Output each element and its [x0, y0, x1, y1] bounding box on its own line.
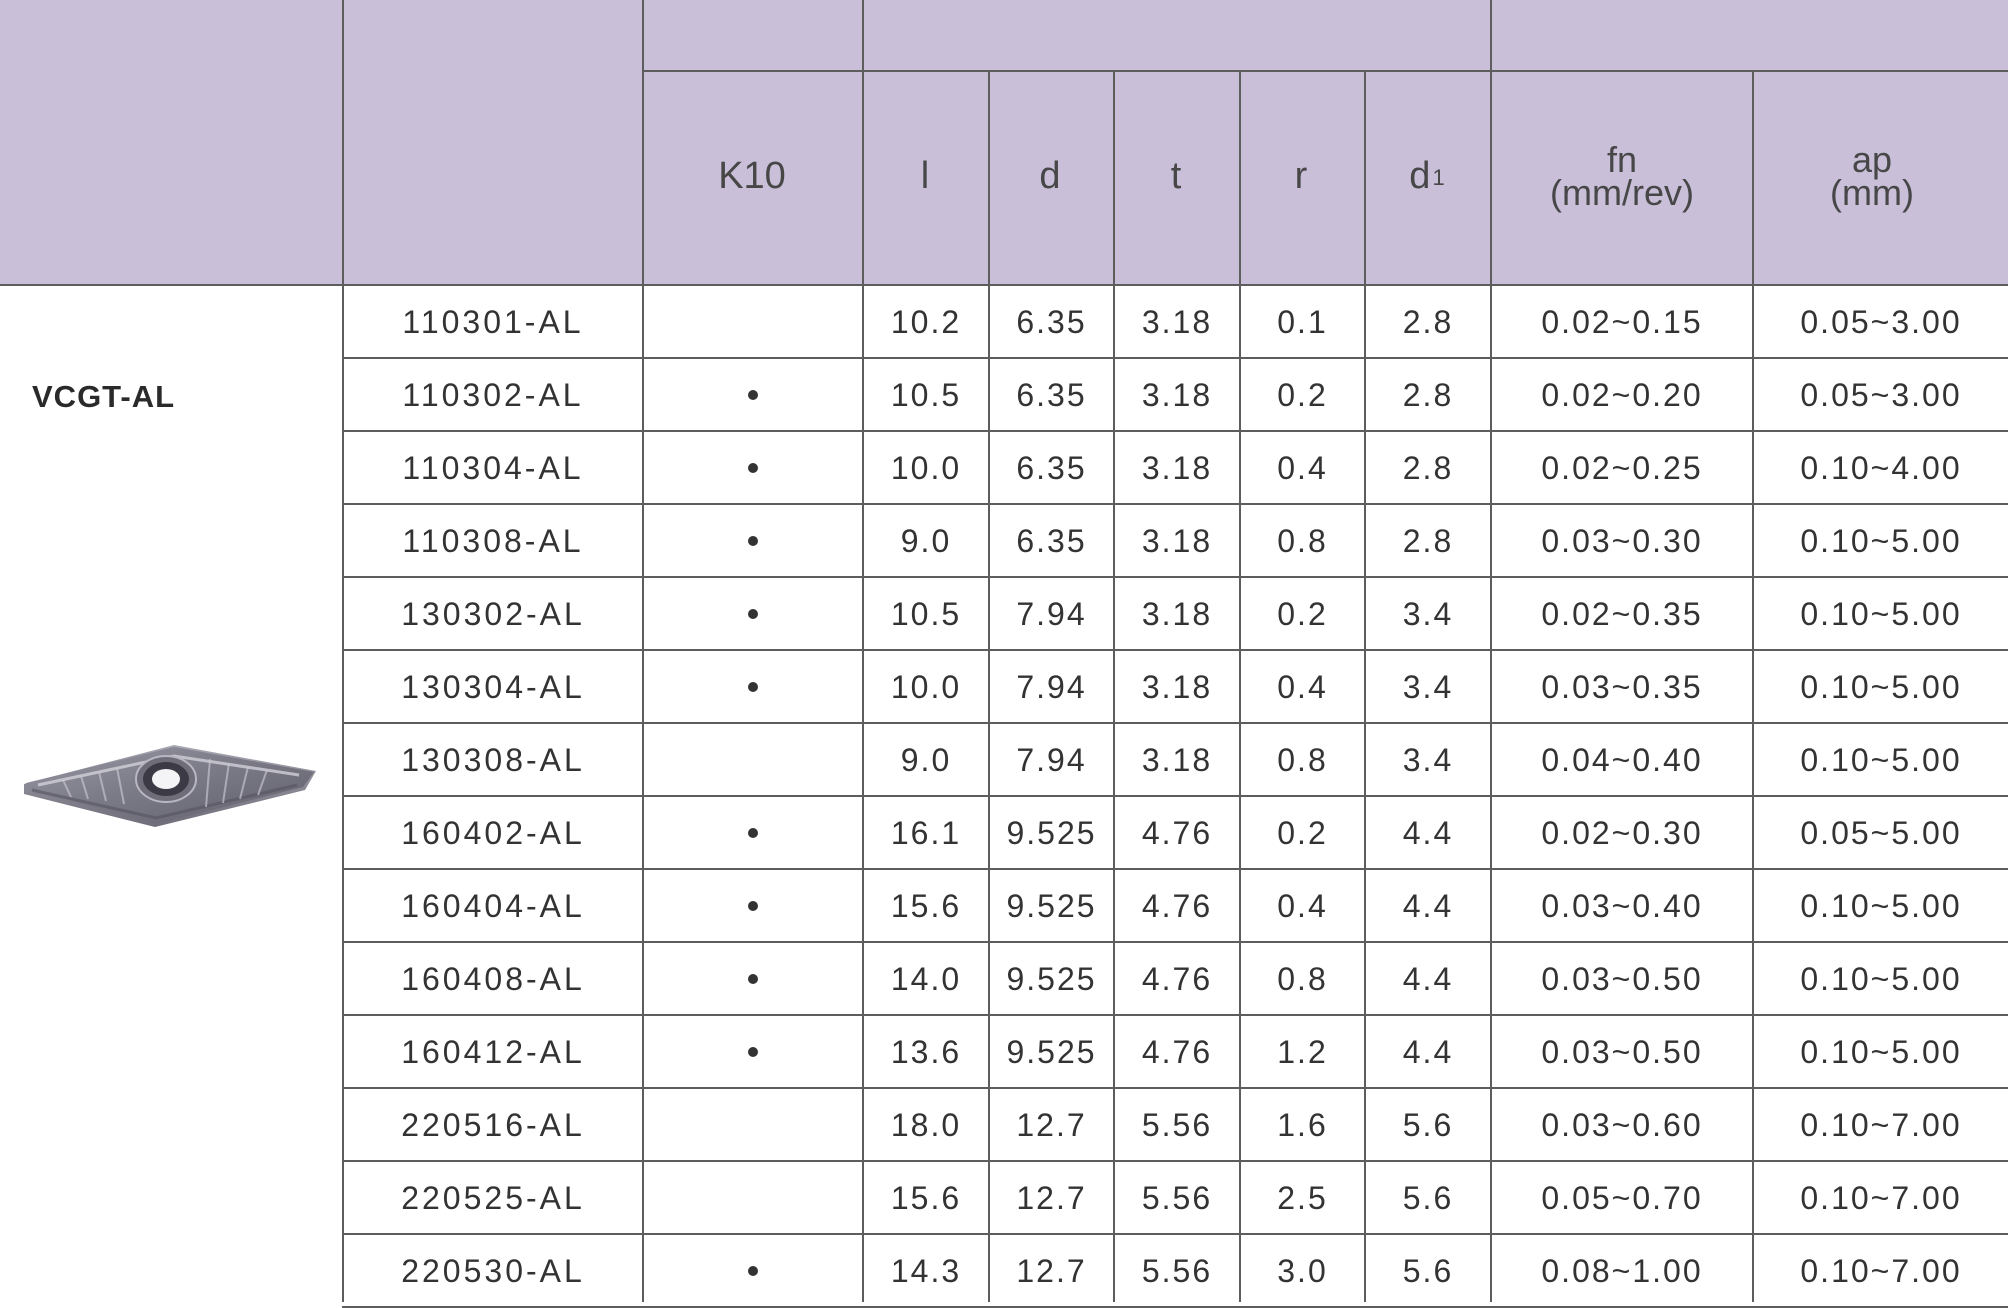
- table-cell-d: 7.94: [1016, 595, 1087, 632]
- table-cell-fn: 0.03~0.50: [1541, 960, 1703, 997]
- table-cell-code: 130302-AL: [401, 595, 585, 632]
- grid-vline-d: [988, 70, 990, 1302]
- table-cell-l: 10.2: [890, 303, 962, 340]
- table-cell-code: 110308-AL: [402, 522, 584, 559]
- table-cell-d: 6.35: [1016, 376, 1087, 413]
- table-cell-code: 220516-AL: [401, 1106, 585, 1143]
- table-cell-r: 0.2: [1277, 376, 1328, 413]
- table-cell-t: 5.56: [1141, 1106, 1213, 1143]
- header-d: d: [1039, 155, 1061, 197]
- table-cell-d1: 4.4: [1402, 887, 1454, 924]
- grid-hline-row-12: [342, 1160, 2008, 1162]
- grid-vline-k10: [642, 0, 644, 1302]
- table-cell-t: 3.18: [1141, 668, 1213, 705]
- table-cell-r: 0.4: [1277, 449, 1328, 486]
- table-cell-r: 3.0: [1277, 1252, 1328, 1289]
- k10-mark: [748, 609, 758, 619]
- table-cell-fn: 0.03~0.35: [1541, 668, 1703, 705]
- grid-vline-l: [862, 0, 864, 1302]
- table-cell-l: 10.0: [890, 668, 962, 705]
- table-cell-ap: 0.05~3.00: [1800, 376, 1962, 413]
- k10-mark: [748, 901, 758, 911]
- table-cell-t: 4.76: [1141, 814, 1213, 851]
- table-cell-r: 0.1: [1277, 303, 1328, 340]
- table-cell-r: 0.2: [1277, 595, 1328, 632]
- grid-vline-fn: [1490, 0, 1492, 1302]
- table-cell-t: 4.76: [1141, 887, 1213, 924]
- table-cell-code: 160412-AL: [401, 1033, 585, 1070]
- table-cell-r: 0.4: [1277, 887, 1328, 924]
- header-t: t: [1170, 155, 1182, 197]
- table-cell-fn: 0.08~1.00: [1541, 1252, 1703, 1289]
- table-cell-l: 15.6: [890, 887, 962, 924]
- table-cell-fn: 0.03~0.40: [1541, 887, 1703, 924]
- table-cell-ap: 0.10~5.00: [1800, 522, 1962, 559]
- table-cell-fn: 0.02~0.15: [1541, 303, 1703, 340]
- table-cell-l: 14.3: [890, 1252, 962, 1289]
- table-cell-r: 0.8: [1277, 522, 1328, 559]
- table-cell-ap: 0.10~5.00: [1800, 595, 1962, 632]
- grid-vline-d1: [1364, 70, 1366, 1302]
- table-cell-code: 130308-AL: [401, 741, 585, 778]
- table-cell-code: 130304-AL: [401, 668, 585, 705]
- table-cell-d1: 3.4: [1402, 668, 1454, 705]
- table-cell-t: 5.56: [1141, 1179, 1213, 1216]
- insert-icon: [20, 741, 320, 831]
- table-cell-fn: 0.05~0.70: [1541, 1179, 1703, 1216]
- table-cell-t: 3.18: [1141, 522, 1213, 559]
- table-cell-d: 7.94: [1016, 668, 1087, 705]
- table-cell-l: 13.6: [890, 1033, 962, 1070]
- grid-hline-row-10: [342, 1014, 2008, 1016]
- table-cell-fn: 0.02~0.20: [1541, 376, 1703, 413]
- table-cell-r: 1.6: [1277, 1106, 1328, 1143]
- table-cell-r: 2.5: [1277, 1179, 1328, 1216]
- table-cell-ap: 0.10~7.00: [1800, 1252, 1962, 1289]
- table-cell-d1: 3.4: [1402, 595, 1454, 632]
- grid-hline-row-5: [342, 649, 2008, 651]
- table-cell-ap: 0.10~5.00: [1800, 887, 1962, 924]
- table-cell-d: 6.35: [1016, 449, 1087, 486]
- table-cell-t: 5.56: [1141, 1252, 1213, 1289]
- table-cell-code: 160408-AL: [401, 960, 585, 997]
- table-cell-r: 0.2: [1277, 814, 1328, 851]
- grid-hline-row-2: [342, 430, 2008, 432]
- grid-hline-row-6: [342, 722, 2008, 724]
- table-cell-code: 160404-AL: [401, 887, 585, 924]
- table-cell-l: 14.0: [890, 960, 962, 997]
- table-cell-t: 3.18: [1141, 595, 1213, 632]
- grid-vline-ap: [1752, 70, 1754, 1302]
- table-cell-t: 3.18: [1141, 741, 1213, 778]
- table-header-background: [0, 0, 2008, 284]
- table-cell-d: 12.7: [1016, 1106, 1087, 1143]
- grid-hline-row-13: [342, 1233, 2008, 1235]
- table-cell-d: 9.525: [1006, 887, 1097, 924]
- table-cell-ap: 0.05~3.00: [1800, 303, 1962, 340]
- table-cell-l: 10.0: [890, 449, 962, 486]
- table-cell-d1: 2.8: [1402, 522, 1454, 559]
- grid-hline-row-8: [342, 868, 2008, 870]
- grid-vline-r: [1239, 70, 1241, 1302]
- table-cell-r: 1.2: [1277, 1033, 1328, 1070]
- family-label: VCGT-AL: [32, 379, 176, 414]
- table-cell-d: 9.525: [1006, 1033, 1097, 1070]
- grid-vline-t: [1113, 70, 1115, 1302]
- table-cell-d: 7.94: [1016, 741, 1087, 778]
- table-cell-d: 9.525: [1006, 960, 1097, 997]
- table-cell-d1: 5.6: [1402, 1252, 1454, 1289]
- table-cell-ap: 0.10~4.00: [1800, 449, 1962, 486]
- table-cell-d1: 2.8: [1402, 303, 1454, 340]
- table-cell-t: 4.76: [1141, 1033, 1213, 1070]
- header-l: l: [920, 155, 930, 197]
- table-cell-code: 160402-AL: [401, 814, 585, 851]
- table-cell-d1: 4.4: [1402, 960, 1454, 997]
- table-cell-code: 220530-AL: [401, 1252, 585, 1289]
- k10-mark: [748, 1266, 758, 1276]
- table-cell-r: 0.8: [1277, 960, 1328, 997]
- header-d1-main: d: [1409, 155, 1431, 197]
- table-cell-ap: 0.10~5.00: [1800, 1033, 1962, 1070]
- table-cell-d1: 5.6: [1402, 1179, 1454, 1216]
- table-cell-l: 10.5: [890, 595, 962, 632]
- grid-hline-row-1: [342, 357, 2008, 359]
- table-cell-l: 10.5: [890, 376, 962, 413]
- table-cell-d1: 2.8: [1402, 449, 1454, 486]
- table-cell-t: 3.18: [1141, 303, 1213, 340]
- table-cell-t: 3.18: [1141, 449, 1213, 486]
- table-cell-fn: 0.03~0.50: [1541, 1033, 1703, 1070]
- table-cell-code: 220525-AL: [401, 1179, 585, 1216]
- header-ap: ap (mm): [1830, 138, 1914, 213]
- table-cell-d1: 4.4: [1402, 814, 1454, 851]
- table-cell-fn: 0.02~0.30: [1541, 814, 1703, 851]
- table-cell-l: 9.0: [900, 522, 952, 559]
- table-cell-d: 6.35: [1016, 303, 1087, 340]
- header-r: r: [1294, 155, 1308, 197]
- k10-mark: [748, 390, 758, 400]
- table-cell-fn: 0.02~0.25: [1541, 449, 1703, 486]
- grid-hline-header-bottom: [0, 284, 2008, 286]
- k10-mark: [748, 463, 758, 473]
- k10-mark: [748, 536, 758, 546]
- grid-vline-left: [342, 0, 344, 1302]
- header-d1: [1409, 157, 1444, 195]
- table-cell-ap: 0.10~5.00: [1800, 668, 1962, 705]
- table-cell-t: 4.76: [1141, 960, 1213, 997]
- table-cell-ap: 0.05~5.00: [1800, 814, 1962, 851]
- table-cell-l: 18.0: [890, 1106, 962, 1143]
- table-cell-d1: 5.6: [1402, 1106, 1454, 1143]
- table-cell-d: 12.7: [1016, 1252, 1087, 1289]
- header-fn: fn (mm/rev): [1550, 138, 1694, 213]
- table-cell-code: 110302-AL: [402, 376, 584, 413]
- k10-mark: [748, 828, 758, 838]
- k10-mark: [748, 974, 758, 984]
- table-cell-fn: 0.03~0.60: [1541, 1106, 1703, 1143]
- grid-hline-header-group: [642, 70, 2008, 72]
- grid-hline-row-9: [342, 941, 2008, 943]
- grid-hline-row-7: [342, 795, 2008, 797]
- table-cell-l: 15.6: [890, 1179, 962, 1216]
- table-cell-fn: 0.03~0.30: [1541, 522, 1703, 559]
- table-cell-d1: 4.4: [1402, 1033, 1454, 1070]
- k10-mark: [748, 1047, 758, 1057]
- grid-hline-row-4: [342, 576, 2008, 578]
- table-cell-d: 6.35: [1016, 522, 1087, 559]
- table-cell-t: 3.18: [1141, 376, 1213, 413]
- table-cell-fn: 0.02~0.35: [1541, 595, 1703, 632]
- table-cell-r: 0.8: [1277, 741, 1328, 778]
- table-cell-d: 9.525: [1006, 814, 1097, 851]
- header-k10: K10: [718, 155, 786, 197]
- grid-hline-row-3: [342, 503, 2008, 505]
- k10-mark: [748, 682, 758, 692]
- table-cell-ap: 0.10~7.00: [1800, 1106, 1962, 1143]
- table-cell-code: 110304-AL: [402, 449, 584, 486]
- table-cell-d1: 3.4: [1402, 741, 1454, 778]
- table-cell-ap: 0.10~7.00: [1800, 1179, 1962, 1216]
- table-cell-ap: 0.10~5.00: [1800, 960, 1962, 997]
- table-cell-d1: 2.8: [1402, 376, 1454, 413]
- table-cell-l: 16.1: [890, 814, 962, 851]
- table-cell-d: 12.7: [1016, 1179, 1087, 1216]
- table-cell-ap: 0.10~5.00: [1800, 741, 1962, 778]
- table-cell-r: 0.4: [1277, 668, 1328, 705]
- table-cell-code: 110301-AL: [402, 303, 584, 340]
- table-cell-l: 9.0: [900, 741, 952, 778]
- grid-hline-row-11: [342, 1087, 2008, 1089]
- table-cell-fn: 0.04~0.40: [1541, 741, 1703, 778]
- header-d1-sub: 1: [1432, 165, 1445, 190]
